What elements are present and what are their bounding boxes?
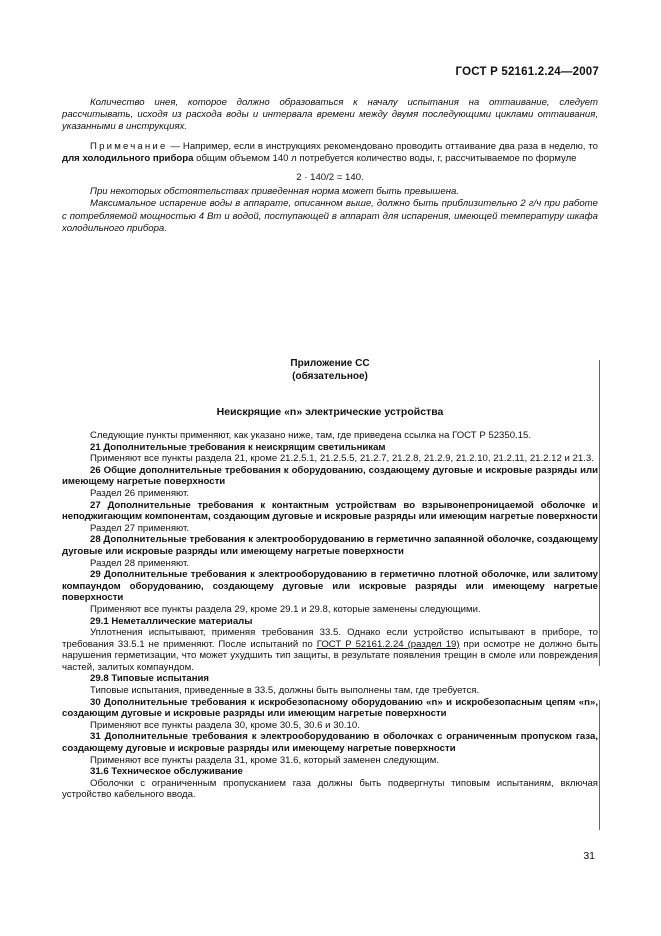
section-29-8-text: Типовые испытания, приведенные в 33.5, должны быть выполнены там, где требуется. bbox=[90, 685, 480, 697]
note-label: Примечание bbox=[90, 140, 168, 152]
section-27-text: Раздел 27 применяют. bbox=[90, 522, 190, 534]
section-30-text: Применяют все пункты раздела 30, кроме 30.5, 30.6 и 30.10. bbox=[90, 719, 360, 731]
appendix-subtitle: (обязательное) bbox=[292, 371, 368, 382]
section-29-text: Применяют все пункты раздела 29, кроме 29.1 и 29.8, которые заменены следующими. bbox=[90, 603, 481, 615]
appendix-heading: Неискрящие «n» электрические устройства bbox=[216, 406, 444, 418]
standard-reference-link[interactable]: ГОСТ Р 52161.2.24 (раздел 19) bbox=[316, 638, 460, 650]
section-26-heading: 26 Общие дополнительные требования к оборудованию, создающему дуговые и искровые разряды или имеющему нагретые поверхности bbox=[62, 464, 598, 488]
section-29-8-heading: 29.8 Типовые испытания bbox=[90, 673, 210, 685]
formula: 2 · 140/2 = 140. bbox=[296, 172, 364, 184]
frost-text-block bbox=[62, 97, 598, 235]
appendix-title: Приложение СС bbox=[290, 358, 370, 369]
section-31-text: Применяют все пункты раздела 31, кроме 31.6, который заменен следующим. bbox=[90, 754, 440, 766]
appendix-body bbox=[62, 430, 598, 801]
intro-line: Следующие пункты применяют, как указано ниже, там, где приведена ссылка на ГОСТ Р 52350.15. bbox=[90, 430, 532, 441]
note-bold: для холодильного прибора bbox=[62, 152, 194, 164]
change-bar-lower bbox=[599, 700, 600, 830]
section-28-text: Раздел 28 применяют. bbox=[90, 557, 190, 569]
document-header: ГОСТ Р 52161.2.24—2007 bbox=[455, 66, 599, 78]
change-bar-upper bbox=[599, 360, 600, 666]
section-21-text: Применяют все пункты раздела 21, кроме 21.2.5.1, 21.2.5.5, 21.2.7, 21.2.8, 21.2.9, 21.2.10, 21.2.11, 21.2.12 и 21.3. bbox=[90, 453, 594, 465]
section-29-1-heading: 29.1 Неметаллические материалы bbox=[90, 615, 253, 627]
note-paragraph: Примечание — Например, если в инструкциях рекомендовано проводить оттаивание два раза в неделю, то для холодильного прибора общим объемом 140 л потребуется количество воды, г, рассчитываемое по формуле bbox=[62, 140, 598, 164]
section-28-heading: 28 Дополнительные требования к электрооборудованию в герметично запаянной оболочке, создающему дуговые или искровые разряды или имеющему нагретые поверхности bbox=[62, 534, 598, 557]
section-31-heading: 31 Дополнительные требования к электрооборудованию в оболочках с ограниченным пропуском газа, создающему дуговые и искровые разряды или имеющему нагретые поверхности bbox=[62, 731, 598, 755]
section-21-heading: 21 Дополнительные требования к неискрящим светильникам bbox=[90, 441, 386, 453]
paragraph-max-evaporation: Максимальное испарение воды в аппарате, описанном выше, должно быть приблизительно 2 г/ч при работе с потребляемой мощностью 4 Вт и водой, поступающей в аппарат для испарения, имеющей температуру шкафа холодильного прибора. bbox=[62, 198, 598, 234]
section-26-text: Раздел 26 применяют. bbox=[90, 487, 190, 499]
page-number: 31 bbox=[583, 850, 595, 862]
section-29-heading: 29 Дополнительные требования к электрооборудованию в герметично плотной оболочке, или залитому компаундом оборудованию, создающему дуговые или искровые разряды или имеющему нагретые поверхности bbox=[62, 569, 598, 604]
section-27-heading: 27 Дополнительные требования к контактным устройствам во взрывонепроницаемой оболочке и неподжигающим компонентам, создающим дуговые и искровые разряды или имеющим нагретые поверхности bbox=[62, 499, 598, 523]
section-31-6-text: Оболочки с ограниченным пропусканием газа должны быть подвергнуты типовым испытаниям, включая устройство кабельного ввода. bbox=[62, 777, 598, 801]
section-29-1-text: Уплотнения испытывают, применяя требования 33.5. Однако если устройство испытывают в приборе, то требования 33.5.1 не применяют. После испытаний по ГОСТ Р 52161.2.24 (раздел 19) при осмотре не должно быть нарушения герметизации, что может ухудшить тип защиты, в результате появления трещин в смоле или повреждения частей, залитых компаундом. bbox=[62, 627, 598, 673]
section-30-heading: 30 Дополнительные требования к искробезопасному оборудованию «n» и искробезопасным цепям «n», создающим дуговые и искровые разряды или имеющим нагретые поверхности bbox=[62, 696, 598, 720]
paragraph-exceed: При некоторых обстоятельствах приведенная норма может быть превышена. bbox=[90, 186, 460, 198]
paragraph-frost-amount: Количество инея, которое должно образоваться к началу испытания на оттаивание, следует рассчитывать, исходя из расхода воды и интервала времени между двумя последующими циклами оттаивания, указанными в инструкциях. bbox=[62, 97, 598, 133]
section-31-6-heading: 31.6 Техническое обслуживание bbox=[90, 766, 243, 778]
